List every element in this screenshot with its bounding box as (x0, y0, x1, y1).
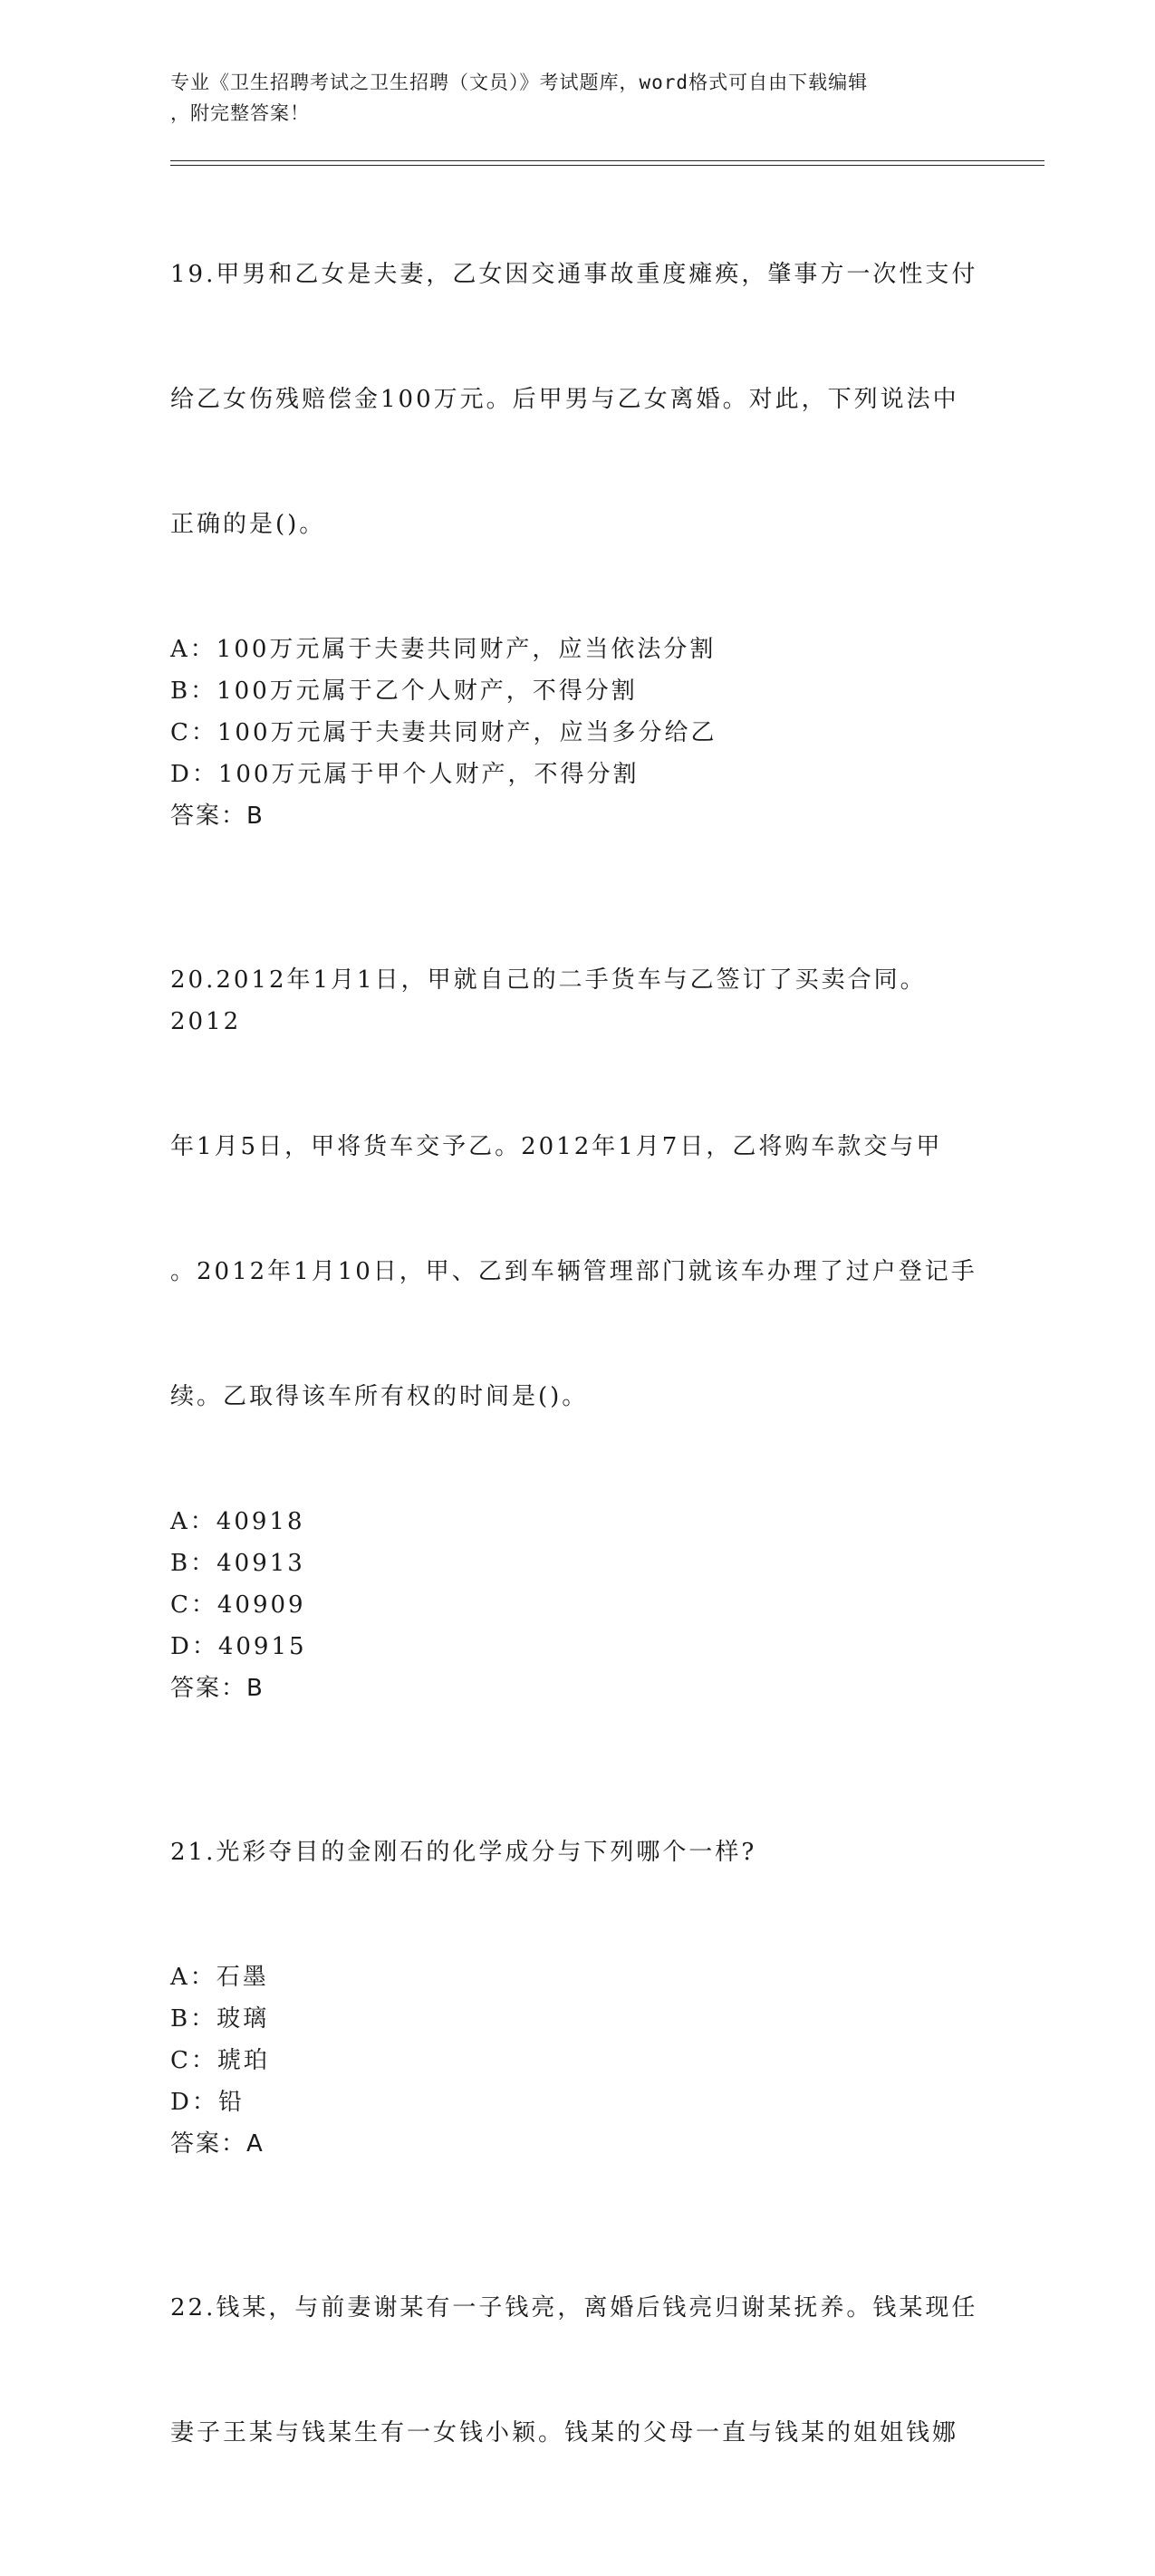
answer-label: 答案：B (170, 1675, 265, 1702)
stem-line: 正确的是()。 (170, 511, 326, 538)
question-stem (170, 1748, 986, 1956)
question-21 (170, 1748, 986, 2165)
header-line-2: ，附完整答案！ (170, 102, 310, 124)
option-b: B：玻璃 (170, 2005, 270, 2033)
answer-label: 答案：A (170, 2130, 265, 2158)
stem-line: 20.2012年1月1日，甲就自己的二手货车与乙签订了买卖合同。2012 (170, 966, 927, 1035)
answer-label: 答案：B (170, 803, 265, 830)
option-d: D：100万元属于甲个人财产，不得分割 (170, 761, 640, 788)
document-header (170, 67, 967, 129)
stem-line: 。2012年1月10日，甲、乙到车辆管理部门就该车办理了过户登记手 (170, 1258, 977, 1285)
question-stem (170, 2204, 986, 2537)
option-c: C：琥珀 (170, 2047, 270, 2074)
option-a: A：石墨 (170, 1964, 269, 1991)
option-d: D：40915 (170, 1633, 307, 1660)
stem-line: 22.钱某，与前妻谢某有一子钱亮，离婚后钱亮归谢某抚养。钱某现任 (170, 2294, 978, 2321)
question-20 (170, 876, 986, 1709)
stem-line: 续。乙取得该车所有权的时间是()。 (170, 1383, 589, 1410)
option-d: D：铅 (170, 2089, 245, 2116)
option-c: C：100万元属于夫妻共同财产，应当多分给乙 (170, 719, 717, 746)
option-b: B：100万元属于乙个人财产，不得分割 (170, 678, 638, 705)
question-list (170, 170, 986, 2576)
header-line-1: 专业《卫生招聘考试之卫生招聘（文员）》考试题库，word格式可自由下载编辑 (170, 72, 869, 93)
stem-line: 21.光彩夺目的金刚石的化学成分与下列哪个一样? (170, 1839, 757, 1866)
header-divider-bottom (170, 165, 1044, 166)
header-divider-top (170, 160, 1044, 161)
option-a: A：40918 (170, 1508, 305, 1535)
stem-line: 给乙女伤残赔偿金100万元。后甲男与乙女离婚。对此，下列说法中 (170, 386, 959, 413)
question-stem (170, 170, 986, 629)
question-22 (170, 2204, 986, 2537)
stem-line: 妻子王某与钱某生有一女钱小颖。钱某的父母一直与钱某的姐姐钱娜 (170, 2419, 959, 2446)
option-c: C：40909 (170, 1591, 306, 1619)
stem-line: 年1月5日，甲将货车交予乙。2012年1月7日，乙将购车款交与甲 (170, 1133, 943, 1160)
stem-line: 19.甲男和乙女是夫妻，乙女因交通事故重度瘫痪，肇事方一次性支付 (170, 261, 978, 288)
option-b: B：40913 (170, 1550, 305, 1577)
question-19 (170, 170, 986, 837)
question-stem (170, 876, 986, 1501)
option-a: A：100万元属于夫妻共同财产，应当依法分割 (170, 636, 717, 663)
